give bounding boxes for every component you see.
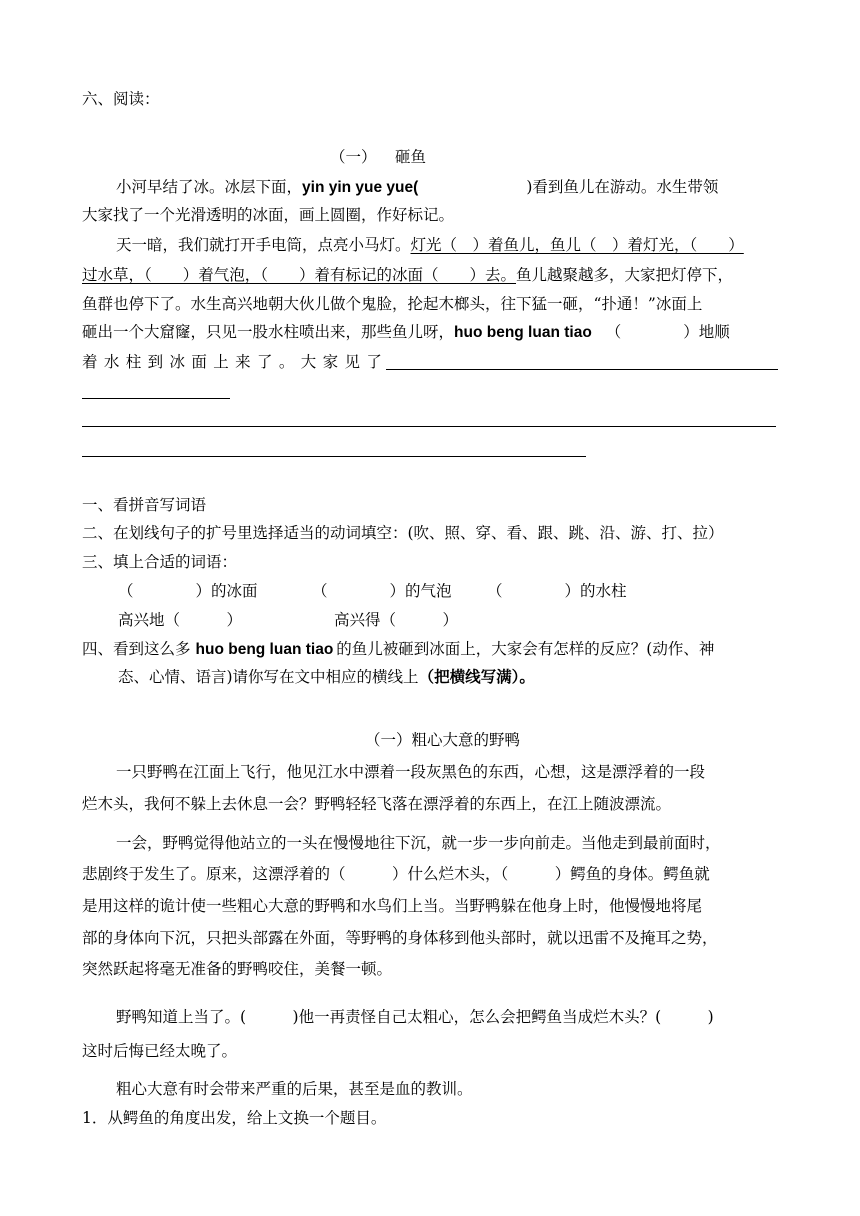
- passage2-line: 突然跃起将毫无准备的野鸭咬住，美餐一顿。: [82, 960, 393, 978]
- fill-blank-item: （ ）的冰面: [118, 582, 258, 600]
- question-text: 的鱼儿被砸到冰面上，大家会有怎样的反应？(动作、神: [336, 640, 715, 658]
- passage1-line: [116, 177, 718, 198]
- bold-instruction: （把横线写满）。: [418, 667, 535, 686]
- passage-text: 小河早结了冰。冰层下面，: [116, 178, 303, 196]
- underlined-sentence: 灯光（ ）着鱼儿，鱼儿（ ）着灯光，（ ）: [410, 236, 744, 254]
- answer-line[interactable]: [386, 369, 778, 370]
- passage2-line: 部的身体向下沉，只把头部露在外面，等野鸭的身体移到他头部时，就以迅雷不及掩耳之势，: [82, 929, 718, 947]
- char: 了: [257, 353, 273, 371]
- answer-line[interactable]: [82, 426, 776, 427]
- char: 到: [147, 353, 164, 371]
- question-4: [82, 639, 714, 660]
- question-text: 四、看到这么多: [82, 640, 191, 658]
- char: 面: [191, 353, 207, 371]
- question-4-cont: [118, 667, 535, 687]
- underlined-sentence: 过水草，（ ）着气泡，（ ）着有标记的冰面（ ）去。: [82, 266, 517, 284]
- passage-text: )看到鱼儿在游动。水生带领: [526, 178, 719, 196]
- question-2: 二、在划线句子的扩号里选择适当的动词填空：(吹、照、穿、看、跟、跳、沿、游、打、拉）: [82, 524, 724, 542]
- passage1-title-number: （一）: [330, 148, 377, 166]
- char: 见: [344, 353, 361, 371]
- fill-blank-item: 高兴得（ ）: [334, 611, 459, 629]
- passage2-line: 悲剧终于发生了。原来，这漂浮着的（ ）什么烂木头，（ ）鳄鱼的身体。鳄鱼就: [82, 865, 710, 883]
- pinyin-text: huo beng luan tiao: [195, 641, 334, 658]
- char: 大: [300, 353, 317, 371]
- passage2-line: 是用这样的诡计使一些粗心大意的野鸭和水鸟们上当。当野鸭躲在他身上时，他慢慢地将尾: [82, 897, 703, 915]
- passage1-line: [82, 265, 733, 285]
- passage2-line: 烂木头，我何不躲上去休息一会？野鸭轻轻飞落在漂浮着的东西上，在江上随波漂流。: [82, 795, 672, 813]
- final-question: 1．从鳄鱼的角度出发，给上文换一个题目。: [82, 1109, 387, 1127]
- passage2-line: 野鸭知道上当了。( )他一再责怪自己太粗心，怎么会把鳄鱼当成烂木头？( ): [116, 1008, 714, 1026]
- char: 了: [366, 353, 382, 371]
- passage1-title: 砸鱼: [395, 148, 427, 166]
- fill-blank-item: 高兴地（ ）: [118, 611, 243, 629]
- question-3: 三、填上合适的词语：: [82, 553, 238, 571]
- fill-blank-item: （ ）的水柱: [487, 582, 627, 600]
- question-text: 态、心情、语言)请你写在文中相应的横线上: [118, 668, 419, 686]
- fill-blank-item: （ ）的气泡: [312, 582, 452, 600]
- char: 着: [82, 353, 98, 371]
- char: 水: [103, 353, 120, 371]
- char: 来: [235, 353, 251, 371]
- passage1-line: [116, 235, 744, 255]
- passage2-line: 一只野鸭在江面上飞行，他见江水中漂着一段灰黑色的东西，心想，这是漂浮着的一段: [116, 763, 706, 781]
- passage-text: 鱼儿越聚越多，大家把灯停下，: [516, 266, 734, 284]
- passage1-line: 大家找了一个光滑透明的冰面，画上圆圈，作好标记。: [82, 206, 455, 224]
- passage1-line: [82, 322, 730, 343]
- section-heading: 六、阅读：: [82, 90, 160, 108]
- passage1-spaced-line: [82, 352, 382, 372]
- passage2-title: （一）粗心大意的野鸭: [365, 731, 521, 749]
- char: 。: [278, 353, 295, 371]
- passage-text: 砸出一个大窟窿，只见一股水柱喷出来，那些鱼儿呀，: [82, 323, 455, 341]
- passage2-line: 这时后悔已经太晚了。: [82, 1042, 238, 1060]
- char: 冰: [169, 353, 186, 371]
- passage-text: （ ）地顺: [605, 323, 730, 341]
- question-1: 一、看拼音写词语: [82, 496, 207, 514]
- passage1-line: 鱼群也停下了。水生高兴地朝大伙儿做个鬼脸，抡起木榔头，往下猛一砸，“扑通！”冰面上: [82, 295, 703, 313]
- passage2-line: 一会，野鸭觉得他站立的一头在慢慢地往下沉，就一步一步向前走。当他走到最前面时，: [116, 834, 721, 852]
- char: 上: [213, 353, 229, 371]
- pinyin-text: huo beng luan tiao: [454, 324, 592, 341]
- pinyin-text: yin yin yue yue(: [302, 179, 419, 196]
- passage-text: 天一暗，我们就打开手电筒，点亮小马灯。: [116, 236, 411, 254]
- char: 家: [322, 353, 339, 371]
- answer-line[interactable]: [82, 398, 230, 399]
- char: 柱: [125, 353, 142, 371]
- passage2-line: 粗心大意有时会带来严重的后果，甚至是血的教训。: [116, 1080, 473, 1098]
- answer-line[interactable]: [82, 456, 586, 457]
